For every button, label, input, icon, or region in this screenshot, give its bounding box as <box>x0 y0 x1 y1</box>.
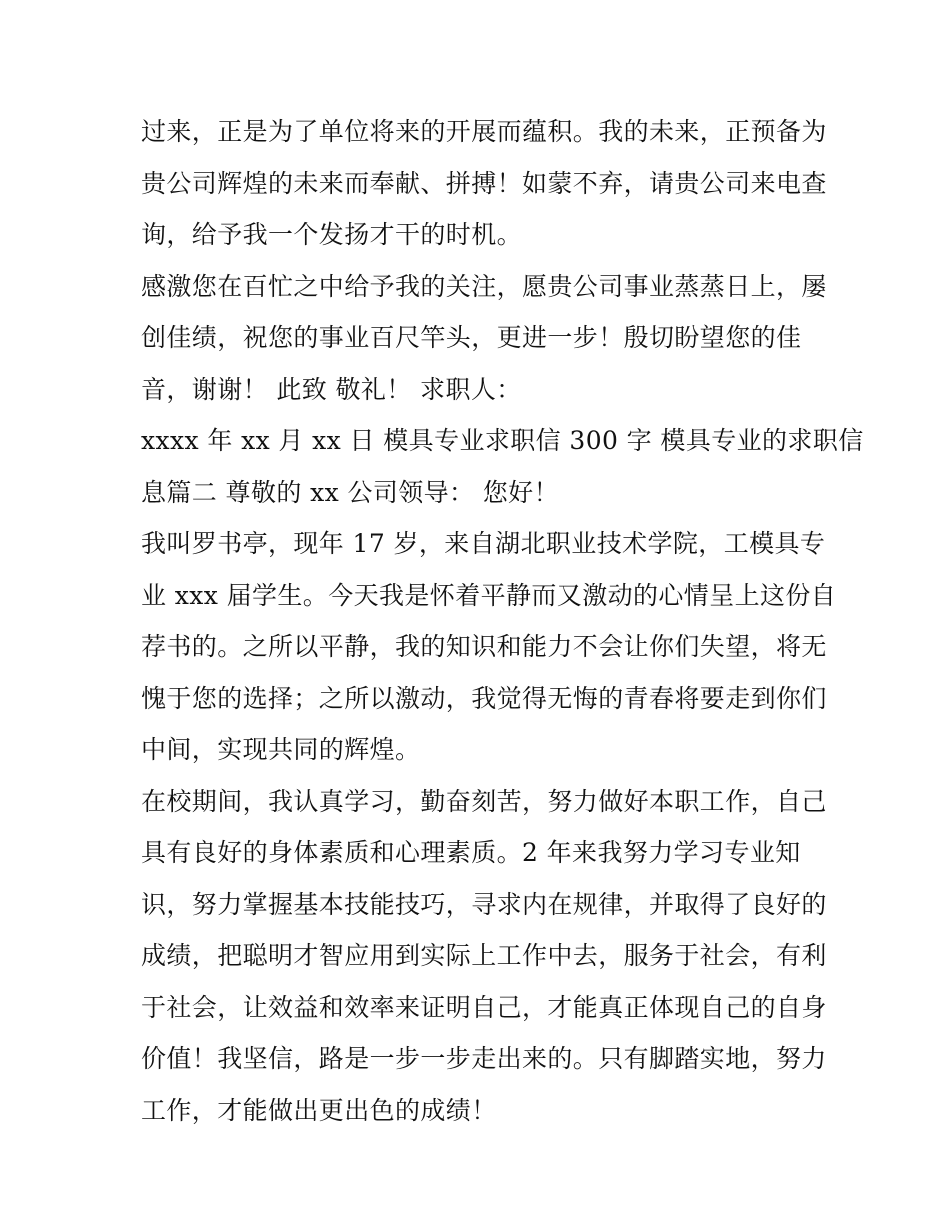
text-line: 业 xxx 届学生。今天我是怀着平静而又激动的心情呈上这份自 <box>141 580 837 610</box>
text-line: 我叫罗书亭，现年 17 岁，来自湖北职业技术学院，工模具专 <box>141 529 826 558</box>
text-line: 在校期间，我认真学习，勤奋刻苦，努力做好本职工作，自己 <box>141 786 827 816</box>
text-line: 成绩，把聪明才智应用到实际上工作中去，服务于社会，有利 <box>141 941 827 970</box>
text-line: 感激您在百忙之中给予我的关注，愿贵公司事业蒸蒸日上，屡 <box>141 271 827 301</box>
text-line: 识，努力掌握基本技能技巧，寻求内在规律，并取得了良好的 <box>141 889 827 919</box>
text-line: 询，给予我一个发扬才干的时机。 <box>141 220 523 249</box>
text-line: 过来，正是为了单位将来的开展而蕴积。我的未来，正预备为 <box>141 117 827 146</box>
text-line: 息篇二 尊敬的 xx 公司领导： 您好！ <box>141 477 559 507</box>
text-line: 创佳绩，祝您的事业百尺竿头，更进一步！殷切盼望您的佳 <box>141 323 802 352</box>
text-line: 价值！我坚信，路是一步一步走出来的。只有脚踏实地，努力 <box>141 1044 827 1073</box>
text-line: 荐书的。之所以平静，我的知识和能力不会让你们失望，将无 <box>141 632 827 661</box>
body-text <box>141 106 864 1136</box>
text-line: 于社会，让效益和效率来证明自己，才能真正体现自己的自身 <box>141 992 827 1022</box>
text-line: 中间，实现共同的辉煌。 <box>141 735 421 764</box>
text-line: 音，谢谢！ 此致 敬礼！ 求职人： <box>141 374 522 404</box>
text-line: 工作，才能做出更出色的成绩！ <box>141 1095 497 1125</box>
text-line: 具有良好的身体素质和心理素质。2 年来我努力学习专业知 <box>141 838 801 867</box>
text-line: 贵公司辉煌的未来而奉献、拼搏！如蒙不弃，请贵公司来电查 <box>141 168 827 198</box>
text-line: 愧于您的选择；之所以激动，我觉得无悔的青春将要走到你们 <box>141 683 827 713</box>
text-line: xxxx 年 xx 月 xx 日 模具专业求职信 300 字 模具专业的求职信 <box>141 426 864 455</box>
